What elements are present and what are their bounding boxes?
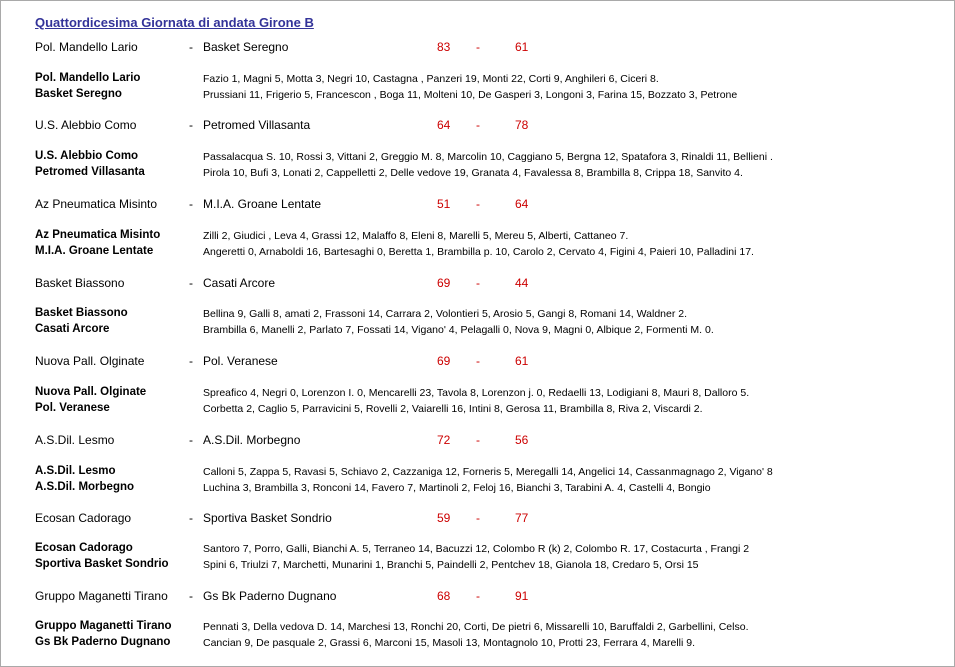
away-team-name: Gs Bk Paderno Dugnano bbox=[203, 589, 337, 603]
home-team-label: Az Pneumatica Misinto bbox=[35, 229, 161, 241]
away-team-name: Sportiva Basket Sondrio bbox=[203, 511, 332, 525]
home-score: 64 bbox=[437, 118, 451, 132]
away-team-name: A.S.Dil. Morbegno bbox=[203, 433, 301, 447]
home-score: 68 bbox=[437, 589, 451, 603]
away-scorers: Brambilla 6, Manelli 2, Parlato 7, Fossati 14, Vigano' 4, Pelagalli 0, Nova 9, Magni 0, Albique 2, Formenti M. 0. bbox=[203, 324, 714, 336]
score-separator: - bbox=[476, 118, 480, 132]
home-scorers: Santoro 7, Porro, Galli, Bianchi A. 5, Terraneo 14, Bacuzzi 12, Colombo R (k) 2, Colombo R. 17, Costacurta , Frangi 2 bbox=[203, 543, 750, 555]
teams-separator: - bbox=[189, 511, 193, 525]
teams-separator: - bbox=[189, 197, 193, 211]
page-title[interactable]: Quattordicesima Giornata di andata Girone B bbox=[35, 15, 314, 30]
home-team-label: A.S.Dil. Lesmo bbox=[35, 465, 116, 477]
score-separator: - bbox=[476, 433, 480, 447]
home-team-name: Gruppo Maganetti Tirano bbox=[35, 589, 168, 603]
home-scorers: Bellina 9, Galli 8, amati 2, Frassoni 14, Carrara 2, Volontieri 5, Arosio 5, Gangi 8, Romani 14, Waldner 2. bbox=[203, 308, 688, 320]
home-team-name: Nuova Pall. Olginate bbox=[35, 354, 145, 368]
away-team-label: Basket Seregno bbox=[35, 88, 122, 100]
home-team-label: Pol. Mandello Lario bbox=[35, 72, 141, 84]
score-separator: - bbox=[476, 354, 480, 368]
away-team-name: M.I.A. Groane Lentate bbox=[203, 197, 322, 211]
away-scorers: Spini 6, Triulzi 7, Marchetti, Munarini 1, Branchi 5, Paindelli 2, Pentchev 18, Gianola 18, Credaro 5, Orsi 15 bbox=[203, 559, 699, 571]
home-scorers: Pennati 3, Della vedova D. 14, Marchesi 13, Ronchi 20, Corti, De pietri 6, Missarelli 10, Baruffaldi 2, Garbellini, Celso. bbox=[203, 621, 749, 633]
home-team-label: Ecosan Cadorago bbox=[35, 542, 133, 554]
away-team-name: Casati Arcore bbox=[203, 276, 276, 290]
home-score: 59 bbox=[437, 511, 451, 525]
away-scorers: Prussiani 11, Frigerio 5, Francescon , Boga 11, Molteni 10, De Gasperi 3, Longoni 3, Farina 15, Bozzato 3, Petrone bbox=[203, 89, 738, 101]
away-scorers: Cancian 9, De pasquale 2, Grassi 6, Marconi 15, Masoli 13, Montagnolo 10, Protti 23, Ferrara 4, Marelli 9. bbox=[203, 637, 695, 649]
teams-separator: - bbox=[189, 118, 193, 132]
home-team-label: U.S. Alebbio Como bbox=[35, 150, 139, 162]
home-team-name: A.S.Dil. Lesmo bbox=[35, 433, 115, 447]
home-team-name: Az Pneumatica Misinto bbox=[35, 197, 158, 211]
home-scorers: Passalacqua S. 10, Rossi 3, Vittani 2, Greggio M. 8, Marcolin 10, Caggiano 5, Bergna 12, Spatafora 3, Rinaldi 11, Bellieni . bbox=[203, 151, 773, 163]
away-score: 64 bbox=[515, 197, 529, 211]
score-separator: - bbox=[476, 40, 480, 54]
away-score: 61 bbox=[515, 40, 529, 54]
home-scorers: Zilli 2, Giudici , Leva 4, Grassi 12, Malaffo 8, Eleni 8, Marelli 5, Mereu 5, Alberti, Cattaneo 7. bbox=[203, 230, 629, 242]
home-score: 72 bbox=[437, 433, 451, 447]
home-team-name: Ecosan Cadorago bbox=[35, 511, 132, 525]
score-separator: - bbox=[476, 276, 480, 290]
home-team-label: Nuova Pall. Olginate bbox=[35, 386, 147, 398]
score-separator: - bbox=[476, 589, 480, 603]
away-team-label: Casati Arcore bbox=[35, 323, 110, 335]
home-score: 69 bbox=[437, 276, 451, 290]
teams-separator: - bbox=[189, 276, 193, 290]
teams-separator: - bbox=[189, 433, 193, 447]
home-team-label: Gruppo Maganetti Tirano bbox=[35, 620, 172, 632]
home-team-name: Basket Biassono bbox=[35, 276, 125, 290]
away-score: 56 bbox=[515, 433, 529, 447]
home-scorers: Fazio 1, Magni 5, Motta 3, Negri 10, Castagna , Panzeri 19, Monti 22, Corti 9, Anghileri 6, Ciceri 8. bbox=[203, 73, 659, 85]
teams-separator: - bbox=[189, 589, 193, 603]
away-team-label: A.S.Dil. Morbegno bbox=[35, 481, 135, 493]
home-team-name: Pol. Mandello Lario bbox=[35, 40, 138, 54]
away-score: 77 bbox=[515, 511, 529, 525]
away-team-name: Petromed Villasanta bbox=[203, 118, 311, 132]
home-score: 69 bbox=[437, 354, 451, 368]
home-scorers: Calloni 5, Zappa 5, Ravasi 5, Schiavo 2, Cazzaniga 12, Forneris 5, Meregalli 14, Angelici 14, Cassanmagnago 2, Vigano' 8 bbox=[203, 466, 773, 478]
home-team-name: U.S. Alebbio Como bbox=[35, 118, 137, 132]
score-separator: - bbox=[476, 197, 480, 211]
away-team-name: Pol. Veranese bbox=[203, 354, 278, 368]
away-score: 44 bbox=[515, 276, 529, 290]
away-scorers: Pirola 10, Bufi 3, Lonati 2, Cappelletti 2, Delle vedove 19, Granata 4, Favalessa 8, Brambilla 8, Crippa 18, Sanvito 4. bbox=[203, 167, 743, 179]
score-separator: - bbox=[476, 511, 480, 525]
home-scorers: Spreafico 4, Negri 0, Lorenzon I. 0, Mencarelli 23, Tavola 8, Lorenzon j. 0, Redaelli 13, Lodigiani 8, Mauri 8, Dalloro 5. bbox=[203, 387, 750, 399]
away-team-name: Basket Seregno bbox=[203, 40, 289, 54]
away-team-label: Gs Bk Paderno Dugnano bbox=[35, 636, 171, 648]
away-score: 78 bbox=[515, 118, 529, 132]
home-team-label: Basket Biassono bbox=[35, 307, 128, 319]
away-score: 91 bbox=[515, 589, 529, 603]
away-scorers: Luchina 3, Brambilla 3, Ronconi 14, Favero 7, Martinoli 2, Feloj 16, Bianchi 3, Tarabini A. 4, Castelli 4, Bongio bbox=[203, 482, 711, 494]
away-team-label: Pol. Veranese bbox=[35, 402, 110, 414]
away-score: 61 bbox=[515, 354, 529, 368]
away-scorers: Angeretti 0, Arnaboldi 16, Bartesaghi 0, Beretta 1, Brambilla p. 10, Carolo 2, Cervato 4, Figini 4, Paieri 10, Palladini 17. bbox=[203, 246, 754, 258]
teams-separator: - bbox=[189, 40, 193, 54]
away-team-label: Petromed Villasanta bbox=[35, 166, 145, 178]
home-score: 83 bbox=[437, 40, 451, 54]
home-score: 51 bbox=[437, 197, 451, 211]
away-team-label: Sportiva Basket Sondrio bbox=[35, 558, 169, 570]
away-team-label: M.I.A. Groane Lentate bbox=[35, 245, 154, 257]
teams-separator: - bbox=[189, 354, 193, 368]
away-scorers: Corbetta 2, Caglio 5, Parravicini 5, Rovelli 2, Vaiarelli 16, Intini 8, Gerosa 11, Brambilla 8, Riva 2, Viscardi 2. bbox=[203, 403, 703, 415]
